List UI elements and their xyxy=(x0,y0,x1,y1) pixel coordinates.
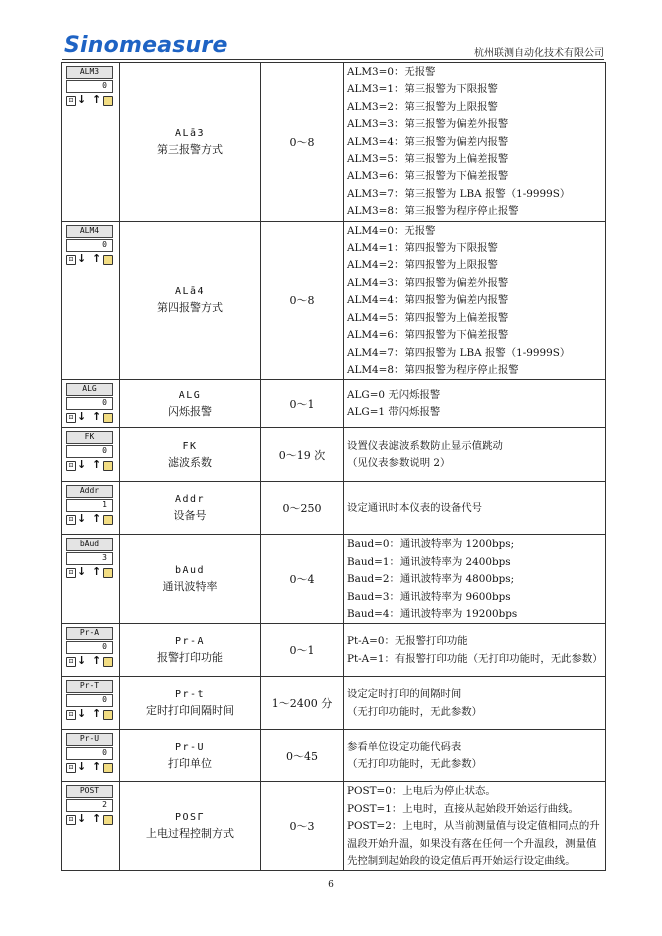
panel-value-text: 0 xyxy=(102,239,107,249)
instrument-panel xyxy=(66,431,113,472)
desc-line: 设定定时打印的间隔时间 xyxy=(347,688,462,701)
param-range: 0～19 次 xyxy=(261,428,344,482)
arrow-down-icon: ↓ xyxy=(77,654,87,668)
desc-line: ALM4=7：第四报警为 LBA 报警（1-9999S） xyxy=(347,346,571,359)
instrument-panel xyxy=(66,627,113,668)
desc-line: POST=1：上电时，直接从起始段开始运行曲线。 xyxy=(347,802,579,815)
panel-screen-param xyxy=(66,538,113,551)
panel-value-text: 0 xyxy=(102,695,107,705)
instrument-panel xyxy=(66,485,113,526)
desc-line: Baud=0：通讯波特率为 1200bps; xyxy=(347,538,515,551)
desc-line: Baud=3：通讯波特率为 9600bps xyxy=(347,590,511,603)
enter-key-icon xyxy=(103,96,113,106)
param-range: 0～3 xyxy=(261,782,344,871)
param-range: 0～45 xyxy=(261,730,344,782)
param-code-cell xyxy=(120,428,261,482)
arrow-down-icon: ↓ xyxy=(77,565,87,579)
param-name: 第四报警方式 xyxy=(157,301,223,315)
panel-screen-value xyxy=(66,799,113,812)
panel-screen-value xyxy=(66,80,113,93)
panel-screen-value xyxy=(66,641,113,654)
param-name: 打印单位 xyxy=(168,756,212,770)
panel-param-text: bAud xyxy=(79,539,100,549)
segment-code: FK xyxy=(182,440,198,452)
param-name: 闪烁报警 xyxy=(168,404,212,418)
desc-line: ALM3=0：无报警 xyxy=(347,66,436,78)
segment-code: ALā4 xyxy=(174,286,206,298)
instrument-display-cell xyxy=(62,782,120,871)
panel-screen-value xyxy=(66,445,113,458)
param-row xyxy=(62,428,606,482)
panel-screen-param xyxy=(66,383,113,396)
desc-line: Baud=2：通讯波特率为 4800bps; xyxy=(347,573,515,586)
arrow-up-icon: ↑ xyxy=(92,458,102,472)
desc-line: ALM3=8：第三报警为程序停止报警 xyxy=(347,205,519,218)
panel-screen-value xyxy=(66,552,113,565)
desc-line: ALM4=3：第四报警为偏差外报警 xyxy=(347,276,509,289)
param-name: 通讯波特率 xyxy=(162,580,218,594)
page-number: 6 xyxy=(328,880,334,890)
enter-key-icon xyxy=(103,568,113,578)
instrument-panel xyxy=(66,538,113,579)
set-key-icon: ⊡ xyxy=(66,568,76,578)
param-code-cell xyxy=(120,380,261,428)
desc-line: ALM3=5：第三报警为上偏差报警 xyxy=(347,153,509,166)
param-range: 0～250 xyxy=(261,482,344,535)
panel-screen-param xyxy=(66,225,113,238)
param-row xyxy=(62,677,606,730)
panel-screen-value xyxy=(66,694,113,707)
param-code-cell xyxy=(120,535,261,624)
param-description xyxy=(344,624,606,677)
param-range: 1～2400 分 xyxy=(261,677,344,730)
panel-keys xyxy=(66,94,113,107)
enter-key-icon xyxy=(103,815,113,825)
desc-line: Baud=1：通讯波特率为 2400bps xyxy=(347,555,511,568)
param-description xyxy=(344,782,606,871)
enter-key-icon xyxy=(103,515,113,525)
panel-keys xyxy=(66,761,113,774)
panel-param-text: Pr-A xyxy=(79,628,100,638)
param-name: 报警打印功能 xyxy=(157,651,223,665)
desc-line: ALM3=3：第三报警为偏差外报警 xyxy=(347,118,509,131)
segment-code: Pr-t xyxy=(174,689,206,701)
panel-screen-param xyxy=(66,627,113,640)
desc-line: ALM3=7：第三报警为 LBA 报警（1-9999S） xyxy=(347,187,571,200)
param-code-cell xyxy=(120,782,261,871)
panel-value-text: 1 xyxy=(102,500,107,510)
panel-screen-param xyxy=(66,733,113,746)
panel-screen-param xyxy=(66,431,113,444)
arrow-up-icon: ↑ xyxy=(92,512,102,526)
param-range: 0～1 xyxy=(261,624,344,677)
param-code-cell xyxy=(120,624,261,677)
instrument-display-cell xyxy=(62,624,120,677)
panel-keys xyxy=(66,411,113,424)
param-description xyxy=(344,677,606,730)
panel-value-text: 0 xyxy=(102,446,107,456)
enter-key-icon xyxy=(103,710,113,720)
param-name: 设备号 xyxy=(173,509,207,523)
panel-keys xyxy=(66,813,113,826)
desc-line: （无打印功能时，无此参数） xyxy=(347,758,483,771)
segment-code: Pr-U xyxy=(174,741,206,753)
desc-line: ALM4=1：第四报警为下限报警 xyxy=(347,242,498,255)
panel-keys xyxy=(66,513,113,526)
set-key-icon: ⊡ xyxy=(66,461,76,471)
param-code-cell xyxy=(120,63,261,222)
panel-screen-param xyxy=(66,66,113,79)
panel-param-text: Pr-T xyxy=(79,681,100,691)
panel-keys xyxy=(66,459,113,472)
set-key-icon: ⊡ xyxy=(66,515,76,525)
arrow-up-icon: ↑ xyxy=(92,707,102,721)
desc-line: 设定通讯时本仪表的设备代号 xyxy=(347,502,483,515)
panel-value-text: 0 xyxy=(102,642,107,652)
arrow-down-icon: ↓ xyxy=(77,458,87,472)
instrument-panel xyxy=(66,733,113,774)
arrow-up-icon: ↑ xyxy=(92,251,102,265)
instrument-display-cell xyxy=(62,428,120,482)
instrument-display-cell xyxy=(62,535,120,624)
param-range: 0～8 xyxy=(261,63,344,222)
panel-screen-value xyxy=(66,499,113,512)
set-key-icon: ⊡ xyxy=(66,710,76,720)
panel-keys xyxy=(66,708,113,721)
instrument-display-cell xyxy=(62,221,120,380)
param-code-cell xyxy=(120,677,261,730)
param-description xyxy=(344,63,606,222)
desc-line: ALM3=2：第三报警为上限报警 xyxy=(347,100,498,113)
set-key-icon: ⊡ xyxy=(66,657,76,667)
panel-param-text: ALM4 xyxy=(79,225,100,235)
desc-line: ALM4=2：第四报警为上限报警 xyxy=(347,259,498,272)
desc-line: ALG=0 无闪烁报警 xyxy=(347,388,441,401)
brand-logo: Sinomeasure xyxy=(64,33,228,58)
param-row xyxy=(62,63,606,222)
instrument-display-cell xyxy=(62,677,120,730)
param-description xyxy=(344,221,606,380)
param-row xyxy=(62,782,606,871)
segment-code: ALā3 xyxy=(174,127,206,139)
set-key-icon: ⊡ xyxy=(66,815,76,825)
desc-line: ALM3=4：第三报警为偏差内报警 xyxy=(347,135,509,148)
panel-param-text: Addr xyxy=(79,486,100,496)
arrow-down-icon: ↓ xyxy=(77,760,87,774)
instrument-display-cell xyxy=(62,380,120,428)
instrument-panel xyxy=(66,680,113,721)
panel-screen-param xyxy=(66,785,113,798)
desc-line: （见仪表参数说明 2） xyxy=(347,457,451,470)
segment-code: POSΓ xyxy=(174,812,206,824)
header-rule xyxy=(62,59,604,60)
panel-keys xyxy=(66,655,113,668)
desc-line: ALM4=8：第四报警为程序停止报警 xyxy=(347,363,519,376)
panel-screen-value xyxy=(66,239,113,252)
parameter-table xyxy=(61,62,606,871)
param-row xyxy=(62,730,606,782)
param-description xyxy=(344,428,606,482)
arrow-down-icon: ↓ xyxy=(77,812,87,826)
panel-value-text: 0 xyxy=(102,398,107,408)
desc-line: Baud=4：通讯波特率为 19200bps xyxy=(347,607,518,620)
desc-line: 设置仪表滤波系数防止显示值跳动 xyxy=(347,439,503,452)
set-key-icon: ⊡ xyxy=(66,96,76,106)
desc-line: ALM4=4：第四报警为偏差内报警 xyxy=(347,294,509,307)
desc-line: ALM3=1：第三报警为下限报警 xyxy=(347,83,498,96)
panel-value-text: 0 xyxy=(102,748,107,758)
arrow-up-icon: ↑ xyxy=(92,93,102,106)
desc-line: ALM4=0：无报警 xyxy=(347,224,436,237)
desc-line: POST=2：上电时，从当前测量值与设定值相同点的升温段开始升温，如果没有落在任何一个升温段，测量值先控制到起始段的设定值后再开始运行设定曲线。 xyxy=(347,820,600,867)
panel-screen-param xyxy=(66,485,113,498)
param-name: 定时打印间隔时间 xyxy=(146,704,234,718)
desc-line: Pt-A=1：有报警打印功能（无打印功能时，无此参数） xyxy=(347,652,603,665)
instrument-display-cell xyxy=(62,730,120,782)
param-code-cell xyxy=(120,482,261,535)
page-header xyxy=(62,33,604,61)
param-description xyxy=(344,535,606,624)
panel-value-text: 3 xyxy=(102,553,107,563)
param-description xyxy=(344,482,606,535)
param-description xyxy=(344,380,606,428)
arrow-up-icon: ↑ xyxy=(92,760,102,774)
instrument-panel xyxy=(66,383,113,424)
desc-line: ALM4=5：第四报警为上偏差报警 xyxy=(347,311,509,324)
segment-code: bAud xyxy=(174,565,206,577)
panel-value-text: 2 xyxy=(102,800,107,810)
desc-line: ALG=1 带闪烁报警 xyxy=(347,406,441,419)
set-key-icon: ⊡ xyxy=(66,255,76,265)
param-description xyxy=(344,730,606,782)
desc-line: POST=0：上电后为停止状态。 xyxy=(347,785,496,798)
panel-keys xyxy=(66,566,113,579)
param-code-cell xyxy=(120,730,261,782)
param-row xyxy=(62,624,606,677)
desc-line: Pt-A=0：无报警打印功能 xyxy=(347,635,468,648)
arrow-down-icon: ↓ xyxy=(77,512,87,526)
desc-line: （无打印功能时，无此参数） xyxy=(347,705,483,718)
param-row xyxy=(62,380,606,428)
enter-key-icon xyxy=(103,657,113,667)
param-row xyxy=(62,221,606,380)
arrow-up-icon: ↑ xyxy=(92,410,102,424)
arrow-up-icon: ↑ xyxy=(92,654,102,668)
arrow-down-icon: ↓ xyxy=(77,707,87,721)
arrow-down-icon: ↓ xyxy=(77,251,87,265)
set-key-icon: ⊡ xyxy=(66,763,76,773)
segment-code: Addr xyxy=(174,494,206,506)
enter-key-icon xyxy=(103,763,113,773)
enter-key-icon xyxy=(103,255,113,265)
instrument-panel xyxy=(66,66,113,107)
param-name: 上电过程控制方式 xyxy=(146,827,234,841)
desc-line: 参看单位设定功能代码表 xyxy=(347,740,462,753)
panel-value-text: 0 xyxy=(102,81,107,90)
segment-code: ALG xyxy=(178,389,202,401)
panel-param-text: Pr-U xyxy=(79,734,100,744)
instrument-panel xyxy=(66,225,113,266)
panel-screen-param xyxy=(66,680,113,693)
panel-screen-value xyxy=(66,747,113,760)
param-name: 第三报警方式 xyxy=(157,142,223,156)
param-range: 0～8 xyxy=(261,221,344,380)
param-range: 0～4 xyxy=(261,535,344,624)
set-key-icon: ⊡ xyxy=(66,413,76,423)
param-name: 滤波系数 xyxy=(168,455,212,469)
enter-key-icon xyxy=(103,413,113,423)
param-code-cell xyxy=(120,221,261,380)
panel-param-text: ALG xyxy=(82,384,97,394)
enter-key-icon xyxy=(103,461,113,471)
desc-line: ALM3=6：第三报警为下偏差报警 xyxy=(347,170,509,183)
instrument-panel xyxy=(66,785,113,826)
panel-param-text: ALM3 xyxy=(79,67,100,76)
desc-line: ALM4=6：第四报警为下偏差报警 xyxy=(347,329,509,342)
segment-code: Pr-A xyxy=(174,636,206,648)
param-range: 0～1 xyxy=(261,380,344,428)
param-row xyxy=(62,535,606,624)
company-name: 杭州联测自动化技术有限公司 xyxy=(474,48,604,59)
instrument-display-cell xyxy=(62,63,120,222)
instrument-display-cell xyxy=(62,482,120,535)
panel-keys xyxy=(66,253,113,266)
arrow-down-icon: ↓ xyxy=(77,410,87,424)
param-row xyxy=(62,482,606,535)
panel-param-text: FK xyxy=(84,432,95,442)
arrow-down-icon: ↓ xyxy=(77,93,87,106)
panel-screen-value xyxy=(66,397,113,410)
arrow-up-icon: ↑ xyxy=(92,565,102,579)
panel-param-text: POST xyxy=(79,786,100,796)
arrow-up-icon: ↑ xyxy=(92,812,102,826)
